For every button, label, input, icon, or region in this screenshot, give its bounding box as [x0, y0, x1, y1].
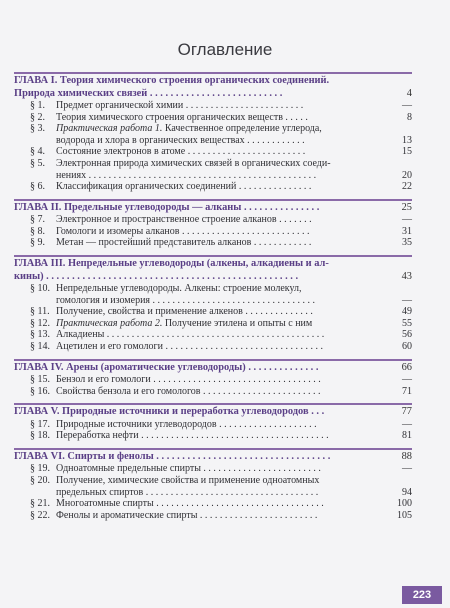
page-title: Оглавление [177, 40, 273, 59]
section-page-number: — [402, 374, 412, 386]
section-page-number: 35 [402, 237, 412, 249]
section-title [56, 158, 386, 170]
section-title [56, 487, 386, 499]
section-number: § 4. [30, 146, 45, 158]
section-page-number [386, 283, 412, 295]
practical-work-label: Практическая работа 1. [56, 123, 163, 135]
section-entry[interactable] [14, 146, 412, 158]
chapter-block [14, 199, 412, 249]
section-title-text: Ацетилен и его гомологи . . . . . . . . . . . . . . . . . . . . . . . . . . . . . . . . [56, 341, 323, 352]
section-title-text: Электронная природа химических связей в органических соеди- [56, 157, 331, 169]
section-number [30, 295, 56, 307]
section-page-number: 31 [402, 225, 412, 237]
section-number: § 14. [30, 341, 50, 352]
section-title-text: Теория химического строения органических веществ . . . . . [56, 111, 308, 123]
section-number: § 19. [30, 463, 50, 475]
section-title [56, 498, 386, 510]
chapter-page-number: 43 [401, 270, 412, 282]
chapter-page-number: 88 [401, 450, 412, 462]
section-title [56, 100, 386, 112]
chapter-block [14, 403, 412, 442]
section-entry[interactable] [14, 112, 412, 124]
section-title [56, 214, 386, 226]
section-title [56, 306, 386, 318]
section-title [56, 463, 386, 475]
section-title [56, 237, 386, 249]
chapter-heading-line[interactable] [14, 451, 412, 464]
section-number: § 12. [30, 317, 50, 329]
section-title-text: Получение этилена и опыты с ним [162, 317, 313, 329]
section-title-text: Алкадиены . . . . . . . . . . . . . . . . . . . . . . . . . . . . . . . . . . . . . . . . . . . . [56, 329, 325, 341]
chapter-heading-text: кины) . . . . . . . . . . . . . . . . . . . . . . . . . . . . . . . . . . . . . . . . . . . . . . . . . [14, 270, 299, 282]
section-entry[interactable] [14, 226, 412, 238]
section-page-number: 55 [402, 317, 412, 329]
section-title [56, 170, 386, 182]
chapter-heading-line[interactable] [14, 271, 412, 284]
section-entry[interactable] [14, 100, 412, 112]
section-title-text: Получение, химические свойства и применение одноатомных [56, 475, 320, 487]
chapter-heading-text: ГЛАВА IV. Арены (ароматические углеводороды) . . . . . . . . . . . . . . [14, 361, 319, 373]
section-page-number: 49 [402, 306, 412, 318]
section-page-number: — [402, 294, 412, 306]
section-title [56, 475, 386, 487]
section-title-text: Состояние электронов в атоме . . . . . . . . . . . . . . . . . . . . . . . . [56, 146, 306, 158]
chapter-heading-text: ГЛАВА V. Природные источники и переработка углеводородов . . . [14, 406, 325, 418]
section-entry[interactable] [14, 419, 412, 431]
section-title [56, 419, 386, 431]
section-page-number [386, 158, 412, 170]
section-number: § 1. [30, 100, 45, 111]
chapter-page-number: 66 [401, 361, 412, 373]
section-entry[interactable] [14, 329, 412, 341]
section-title-text: Многоатомные спирты . . . . . . . . . . . . . . . . . . . . . . . . . . . . . . . . . . [56, 498, 324, 510]
section-title-text: Бензол и его гомологи . . . . . . . . . . . . . . . . . . . . . . . . . . . . . . . . . . [56, 374, 321, 386]
section-number: § 3. [30, 123, 45, 135]
section-title-text: нениях . . . . . . . . . . . . . . . . . . . . . . . . . . . . . . . . . . . . . . . . . . . . . . [56, 169, 317, 181]
section-title-text: Непредельные углеводороды. Алкены: строение молекул, [56, 283, 302, 295]
section-entry[interactable] [14, 510, 412, 522]
section-number: § 20. [30, 475, 50, 487]
chapter-heading-text: Природа химических связей . . . . . . . . . . . . . . . . . . . . . . . . . . [14, 87, 283, 99]
section-entry[interactable] [14, 498, 412, 510]
section-number [30, 135, 56, 147]
section-number: § 17. [30, 418, 50, 430]
section-entry[interactable] [14, 181, 412, 193]
section-title-text: Метан — простейший представитель алканов . . . . . . . . . . . . [56, 237, 312, 249]
section-title-text: Фенолы и ароматические спирты . . . . . . . . . . . . . . . . . . . . . . . . [56, 509, 318, 521]
section-title-text: Предмет органической химии . . . . . . . . . . . . . . . . . . . . . . . . [56, 100, 304, 111]
chapter-block [14, 255, 412, 353]
section-entry[interactable] [14, 214, 412, 226]
section-number: § 6. [30, 181, 45, 193]
section-page-number [386, 123, 412, 135]
section-page-number: 13 [402, 134, 412, 146]
chapter-heading-text: ГЛАВА II. Предельные углеводороды — алканы . . . . . . . . . . . . . . . [14, 201, 320, 213]
section-number [30, 170, 56, 182]
section-entry[interactable] [14, 237, 412, 249]
chapter-heading-line[interactable] [14, 88, 412, 101]
section-entry[interactable] [14, 295, 412, 307]
chapter-block [14, 72, 412, 193]
section-page-number: 22 [402, 181, 412, 193]
section-entry[interactable] [14, 158, 412, 170]
section-page-number: 81 [402, 430, 412, 442]
section-entry[interactable] [14, 463, 412, 475]
chapter-page-number: 25 [401, 201, 412, 213]
page-number-badge: 223 [402, 586, 442, 604]
chapter-heading-line[interactable] [14, 362, 412, 375]
section-number: § 10. [30, 283, 50, 295]
section-entry[interactable] [14, 135, 412, 147]
section-entry[interactable] [14, 341, 412, 353]
chapter-heading-line[interactable] [14, 258, 412, 271]
section-entry[interactable] [14, 386, 412, 398]
section-title-text: предельных спиртов . . . . . . . . . . . . . . . . . . . . . . . . . . . . . . . . . . . [56, 486, 319, 498]
section-page-number: — [402, 214, 412, 226]
section-title [56, 430, 386, 442]
chapter-heading-line[interactable] [14, 406, 412, 419]
section-title [56, 135, 386, 147]
section-entry[interactable] [14, 170, 412, 182]
section-title [56, 510, 386, 522]
section-entry[interactable] [14, 475, 412, 487]
section-number: § 7. [30, 214, 45, 226]
section-page-number: — [402, 100, 412, 111]
chapter-page-number [386, 75, 412, 88]
section-page-number: 94 [402, 486, 412, 498]
section-number [30, 487, 56, 499]
section-title-text: Получение, свойства и применение алкенов . . . . . . . . . . . . . . [56, 306, 313, 318]
section-entry[interactable] [14, 430, 412, 442]
section-number: § 15. [30, 374, 50, 386]
table-of-contents [0, 72, 450, 521]
section-title-text: Переработка нефти . . . . . . . . . . . . . . . . . . . . . . . . . . . . . . . . . . . . . . [56, 430, 329, 442]
section-number: § 18. [30, 430, 50, 442]
section-title [56, 318, 386, 330]
section-entry[interactable] [14, 318, 412, 330]
section-entry[interactable] [14, 306, 412, 318]
chapter-heading-line[interactable] [14, 75, 412, 88]
section-number: § 22. [30, 509, 50, 521]
section-number: § 2. [30, 111, 45, 123]
chapter-page-number [386, 258, 412, 271]
section-number: § 11. [30, 306, 50, 318]
section-title [56, 341, 386, 353]
section-page-number: — [402, 463, 412, 475]
section-entry[interactable] [14, 283, 412, 295]
section-title-text: Электронное и пространственное строение алканов . . . . . . . [56, 214, 312, 226]
section-page-number: 71 [402, 385, 412, 397]
section-number: § 21. [30, 498, 50, 510]
section-title [56, 283, 386, 295]
section-page-number: 60 [402, 341, 412, 352]
section-page-number: 8 [407, 111, 412, 123]
chapter-page-number: 77 [401, 406, 412, 418]
section-title-text: Качественное определение углерода, [162, 123, 322, 135]
section-page-number: 56 [402, 329, 412, 341]
section-title-text: Гомологи и изомеры алканов . . . . . . . . . . . . . . . . . . . . . . . . . . [56, 225, 310, 237]
section-title [56, 112, 386, 124]
section-number: § 5. [30, 157, 45, 169]
section-title-text: Природные источники углеводородов . . . . . . . . . . . . . . . . . . . . [56, 418, 317, 430]
section-title-text: Классификация органических соединений . . . . . . . . . . . . . . . [56, 181, 312, 193]
section-title-text: Свойства бензола и его гомологов . . . . . . . . . . . . . . . . . . . . . . . . [56, 385, 321, 397]
section-entry[interactable] [14, 123, 412, 135]
section-entry[interactable] [14, 487, 412, 499]
section-page-number: 20 [402, 169, 412, 181]
chapter-heading-line[interactable] [14, 202, 412, 215]
section-title [56, 374, 386, 386]
section-title-text: Одноатомные предельные спирты . . . . . . . . . . . . . . . . . . . . . . . . [56, 463, 321, 475]
chapter-heading-text: ГЛАВА VI. Спирты и фенолы . . . . . . . . . . . . . . . . . . . . . . . . . . . . . . . . . . [14, 450, 331, 462]
section-page-number: 15 [402, 146, 412, 158]
section-title [56, 146, 386, 158]
practical-work-label: Практическая работа 2. [56, 317, 163, 329]
chapter-block [14, 359, 412, 398]
section-title [56, 181, 386, 193]
section-title [56, 295, 386, 307]
section-title [56, 386, 386, 398]
section-title [56, 226, 386, 238]
section-title-text: водорода и хлора в органических веществах . . . . . . . . . . . . [56, 134, 305, 146]
section-number: § 8. [30, 225, 45, 237]
section-number: § 9. [30, 237, 45, 249]
section-number: § 13. [30, 329, 50, 341]
section-page-number: — [402, 418, 412, 430]
chapter-heading-text: ГЛАВА III. Непредельные углеводороды (алкены, алкадиены и ал- [14, 258, 329, 270]
section-title-text: гомология и изомерия . . . . . . . . . . . . . . . . . . . . . . . . . . . . . . . . . [56, 294, 316, 306]
section-page-number [386, 475, 412, 487]
section-title [56, 123, 386, 135]
section-page-number: 105 [397, 509, 412, 521]
section-entry[interactable] [14, 374, 412, 386]
chapter-block [14, 448, 412, 521]
section-title [56, 329, 386, 341]
chapter-heading-text: ГЛАВА I. Теория химического строения органических соединений. [14, 75, 330, 86]
section-number: § 16. [30, 385, 50, 397]
section-page-number: 100 [397, 498, 412, 510]
chapter-page-number: 4 [406, 87, 412, 99]
